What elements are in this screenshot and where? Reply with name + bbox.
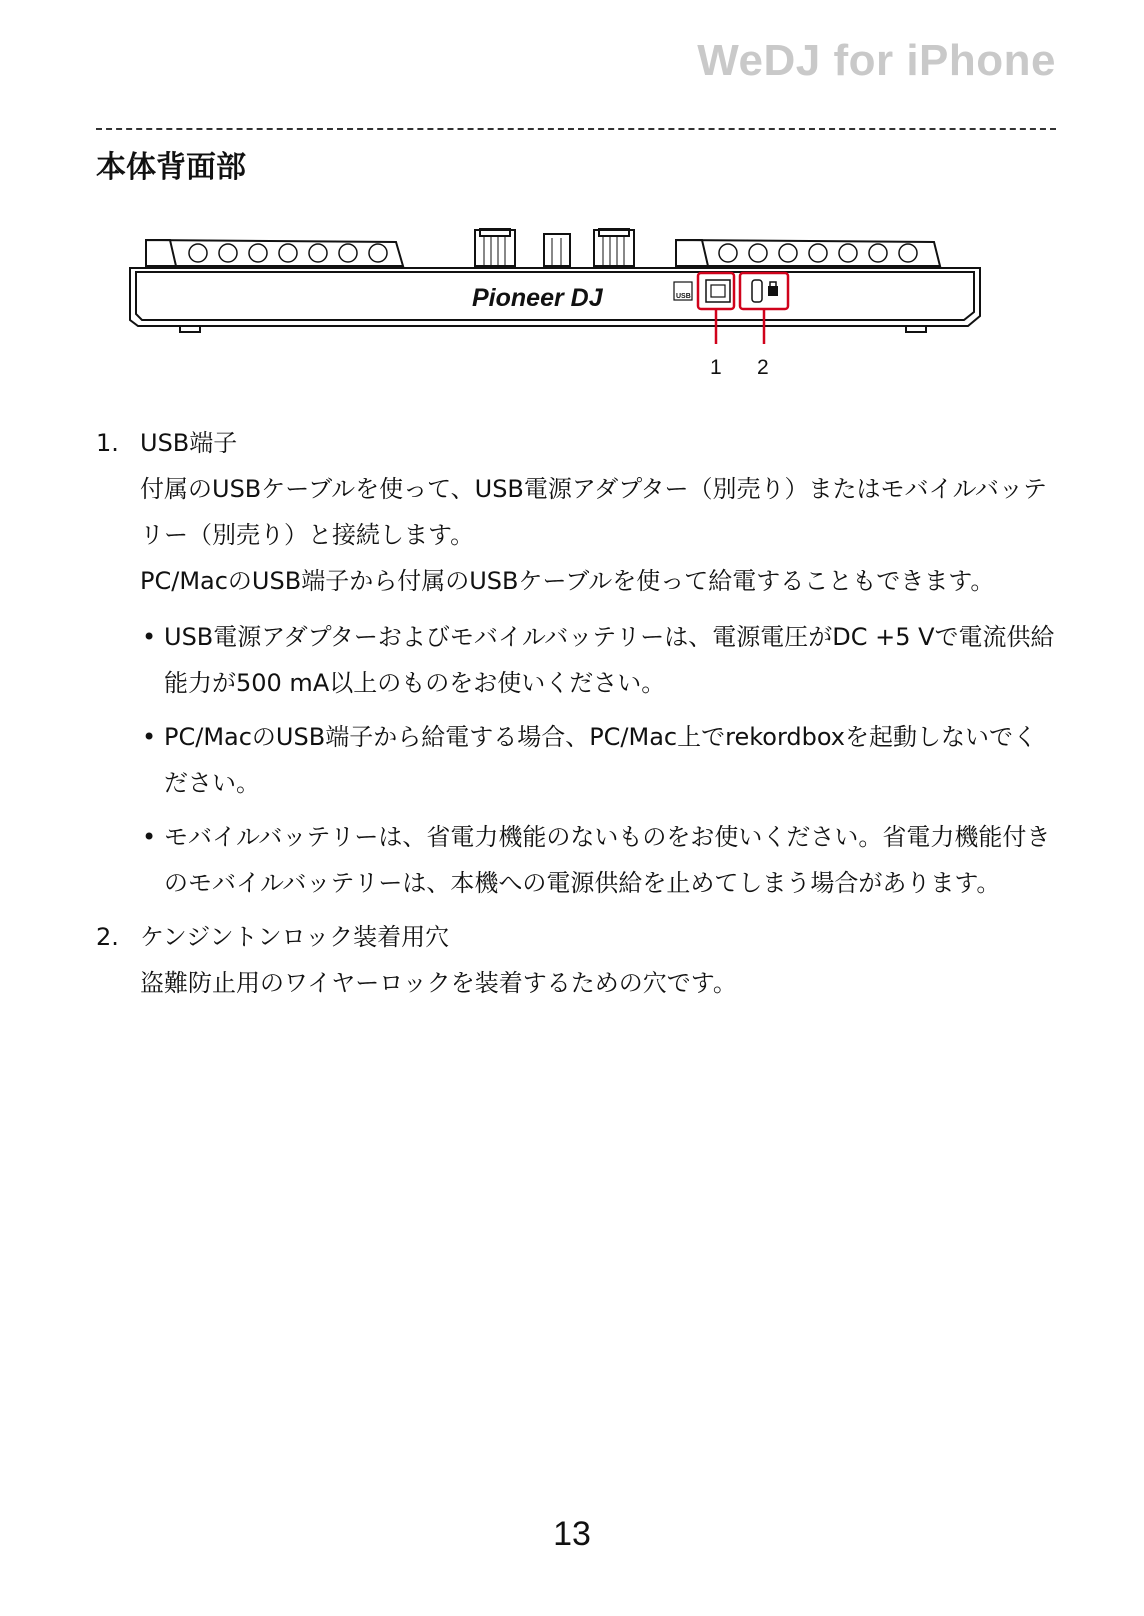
item-paragraph: 付属のUSBケーブルを使って、USB電源アダプター（別売り）またはモバイルバッテリー（別売り）と接続します。: [140, 475, 1047, 549]
bullet-item: [140, 814, 1056, 906]
item-paragraph: PC/MacのUSB端子から付属のUSBケーブルを使って給電することもできます。: [140, 567, 995, 595]
bullet-symbol: •: [142, 623, 157, 651]
callout-box-2: [740, 273, 788, 309]
bullet-item: [140, 714, 1056, 806]
section-title: 本体背面部: [96, 150, 246, 185]
usb-label-text: USB: [676, 293, 691, 300]
jog-wheel-pattern: [189, 244, 917, 262]
bullet-item: [140, 614, 1056, 706]
usb-port: [706, 280, 730, 302]
bullet-text: PC/MacのUSB端子から給電する場合、PC/Mac上でrekordboxを起動しないでください。: [164, 723, 1038, 797]
callout-box-1: [698, 273, 734, 309]
dashed-divider: [96, 128, 1056, 130]
item-title: ケンジントンロック装着用穴: [140, 923, 450, 951]
header-title: WeDJ for iPhone: [697, 36, 1056, 85]
list-item-kensington-slot: [96, 914, 1056, 1006]
brand-logo: Pioneer DJ: [472, 284, 603, 312]
bullet-text: モバイルバッテリーは、省電力機能のないものをお使いください。省電力機能付きのモバイルバッテリーは、本機への電源供給を止めてしまう場合があります。: [164, 823, 1051, 897]
item-number: 1.: [96, 429, 119, 457]
item-paragraph: 盗難防止用のワイヤーロックを装着するための穴です。: [140, 969, 737, 997]
bullet-symbol: •: [142, 823, 157, 851]
device-rear-illustration: [128, 228, 1028, 398]
item-number: 2.: [96, 923, 119, 951]
callout-number-2: 2: [757, 356, 769, 379]
list-item-usb-port: [96, 420, 1056, 906]
knob-grip-lines: [484, 236, 624, 266]
page-number: 13: [553, 1515, 591, 1553]
callout-highlights: [698, 273, 788, 344]
kensington-slot: [752, 280, 778, 302]
bullet-symbol: •: [142, 723, 157, 751]
device-rear-panel-figure: [128, 228, 1028, 398]
bullet-list: [140, 614, 1056, 906]
bullet-text: USB電源アダプターおよびモバイルバッテリーは、電源電圧がDC +5 Vで電流供給能力が500 mA以上のものをお使いください。: [164, 623, 1055, 697]
item-title: USB端子: [140, 429, 238, 457]
callout-number-1: 1: [710, 356, 722, 379]
content-body: [96, 420, 1056, 1006]
